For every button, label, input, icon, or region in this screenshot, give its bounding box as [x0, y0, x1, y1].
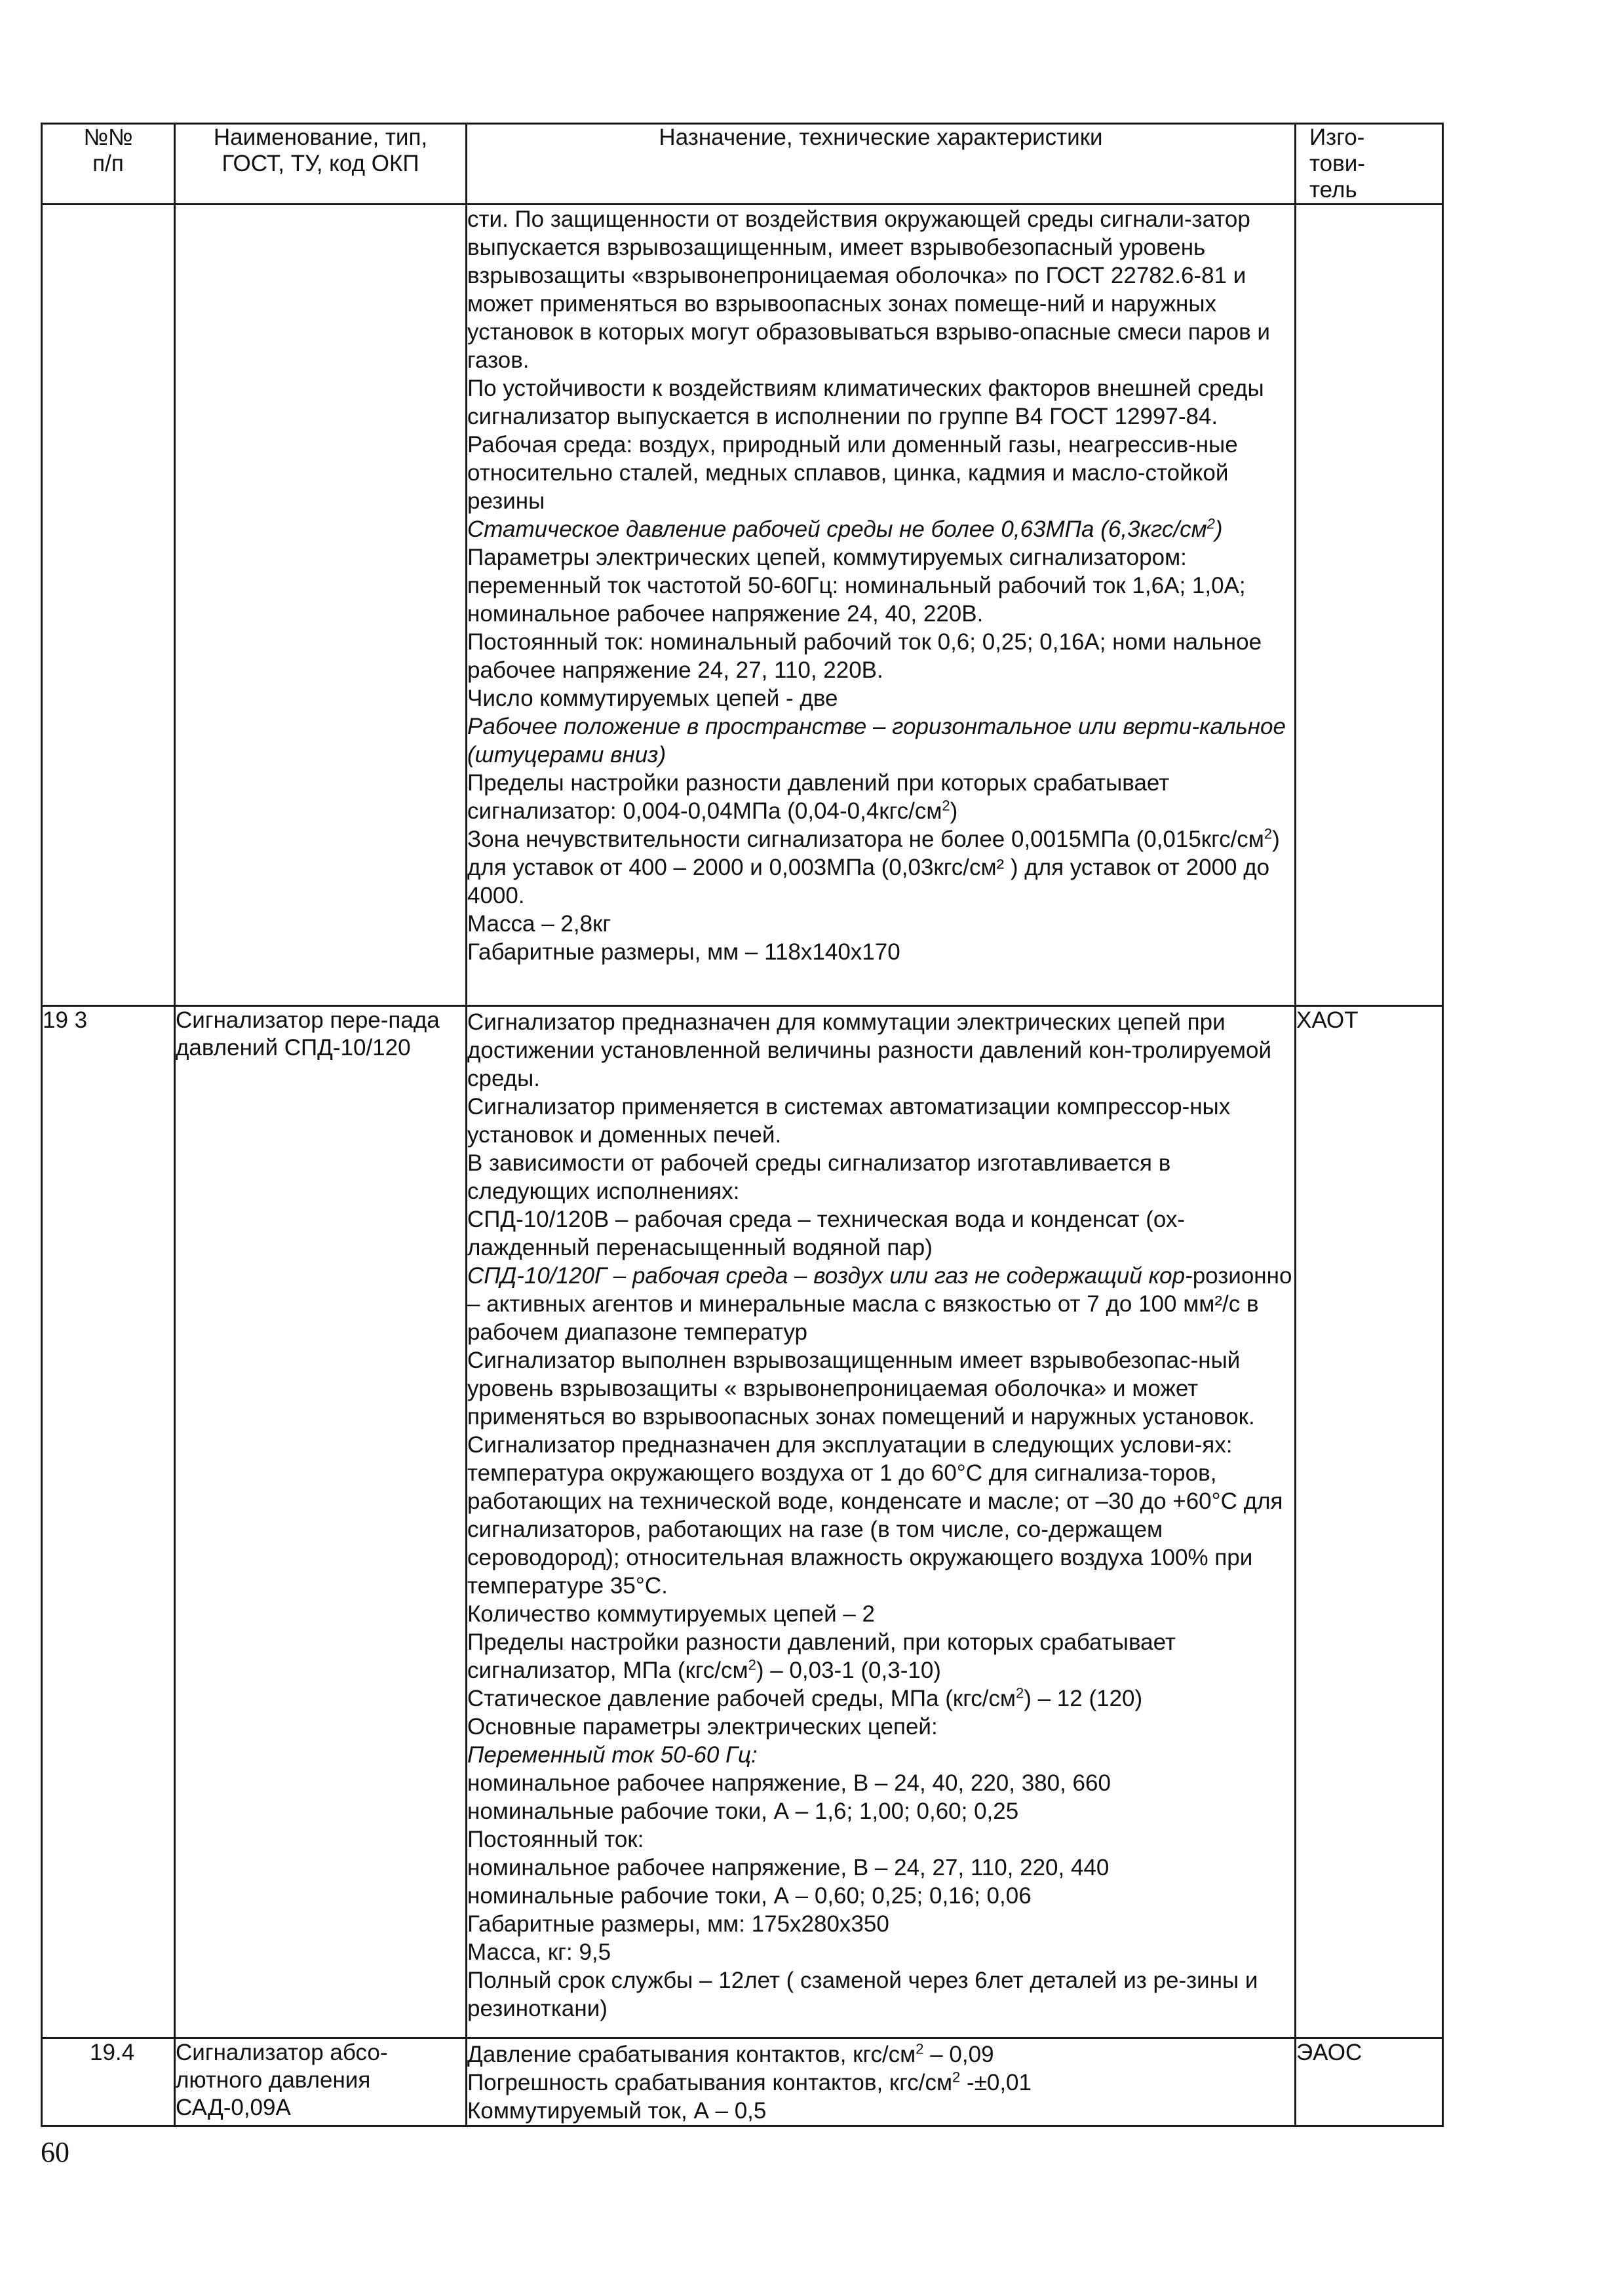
row-description [467, 2038, 1296, 2126]
superscript: 2 [748, 1656, 756, 1673]
description-line: Пределы настройки разности давлений при которых срабатывает сигнализатор: 0,004-0,04МПа $(0,04-0,4кгс/см^2)$ [467, 770, 1170, 824]
description-line: номинальное рабочее напряжение, В – 24, 27, 110, 220, 440 [467, 1855, 1110, 1880]
continuation-manufacturer [1296, 204, 1443, 1006]
superscript: 2 [916, 2040, 924, 2057]
superscript: 2 [1207, 515, 1215, 532]
description-line: Габаритные размеры, мм: 175х280х350 [467, 1911, 889, 1937]
description-line: Сигнализатор предназначен для коммутации электрических цепей при достижении установленной величины разности давлений кон-тролируемой среды. [467, 1009, 1271, 1091]
continuation-name [175, 204, 467, 1006]
row-number: 19 3 [42, 1006, 175, 2038]
description-line: номинальное рабочее напряжение, В – 24, 40, 220, 380, 660 [467, 1770, 1111, 1796]
header-description: Назначение, технические характеристики [467, 124, 1296, 204]
description-line: Полный срок службы – 12лет ( сзаменой через 6лет деталей из ре-зины и резиноткани) [467, 1968, 1258, 2021]
description-line: Давление срабатывания контактов, кгс/$см^2 - 0,09$ [467, 2040, 994, 2067]
row-name: Сигнализатор абсо-лютного давления САД-0,09А [175, 2038, 467, 2126]
superscript: 2 [1015, 1684, 1024, 1702]
continuation-description [467, 204, 1296, 1006]
table-header-row [42, 124, 1443, 204]
italic-text: СПД-10/120Г – рабочая среда – воздух или газ не содержащий кор- [467, 1263, 1193, 1289]
description-line: Сигнализатор применяется в системах автоматизации компрессор-ных установок и доменных печей. [467, 1094, 1231, 1148]
header-manufacturer: Изго- тови- тель [1296, 124, 1443, 204]
description-line: номинальные рабочие токи, А – 1,6; 1,00; 0,60; 0,25 [467, 1799, 1019, 1824]
description-line: Число коммутируемых цепей - две [467, 686, 838, 711]
description-line: Пределы настройки разности давлений, при которых срабатывает сигнализатор, МПа $(кгс/см^2) - 0,03-1$ (0,3-10) [467, 1629, 1176, 1683]
description-line: В зависимости от рабочей среды сигнализатор изготавливается в следующих исполнениях: [467, 1150, 1171, 1204]
description-line: Параметры электрических цепей, коммутируемых сигнализатором: переменный ток частотой 50-60Гц: номинальный рабочий ток 1,6А; 1,0А; номинальное рабочее напряжение 24, 40, 220В. [467, 545, 1246, 627]
description-line: Постоянный ток: номинальный рабочий ток 0,6; 0,25; 0,16А; номи нальное рабочее напряжение 24, 27, 110, 220В. [467, 629, 1262, 683]
header-number: №№ п/п [42, 124, 175, 204]
row-description [467, 1006, 1296, 2038]
superscript: 2 [1264, 825, 1273, 842]
description-line: номинальные рабочие токи, А – 0,60; 0,25; 0,16; 0,06 [467, 1883, 1032, 1909]
description-line: Коммутируемый ток, А – 0,5 [467, 2098, 767, 2124]
superscript: 2 [952, 2069, 961, 2086]
description-line: Погрешность срабатывания контактов, кгс/$см^2$ -±0,01 [467, 2069, 1032, 2095]
description-line: Зона нечувствительности сигнализатора не более 0,0015МПа $(0,015кгс/см^2)$ для уставок от 400 – 2000 и 0,003МПа (0,03кгс/см² ) для уставок от 2000 до 4000. [467, 825, 1280, 908]
page-number: 60 [41, 2136, 69, 2168]
row-name: Сигнализатор пере-пада давлений СПД-10/120 [175, 1006, 467, 2038]
description-line: СПД-10/120В – рабочая среда – техническая вода и конденсат (ох-лажденный перенасыщенный водяной пар) [467, 1207, 1186, 1260]
description-line: сти. По защищенности от воздействия окружающей среды сигнали-затор выпускается взрывозащищенным, имеет взрывобезопасный уровень взрывозащиты «взрывонепроницаемая оболочка» по ГОСТ 22782.6-81 и может применяться во взрывоопасных зонах помеще-ний и наружных установок в которых могут образовываться взрыво-опасные смеси паров и газов. [467, 206, 1270, 373]
description-line: Основные параметры электрических цепей: [467, 1714, 938, 1740]
description-line: Габаритные размеры, мм – 118х140х170 [467, 939, 900, 965]
row-manufacturer: ЭАОС [1296, 2038, 1443, 2126]
description-line: Сигнализатор выполнен взрывозащищенным имеет взрывобезопас-ный уровень взрывозащиты « взрывонепроницаемая оболочка» и может применяться во взрывоопасных зонах помещений и наружных установок. [467, 1348, 1255, 1430]
description-line: Статическое давление рабочей среды не более 0,63МПа $(6,3кгс/см^2)$ [467, 515, 1223, 542]
row-manufacturer: ХАОТ [1296, 1006, 1443, 2038]
table-row [42, 2038, 1443, 2126]
description-line: Статическое давление рабочей среды, МПа $(кгс/см^2) - 12$ (120) [467, 1684, 1143, 1711]
description-line: Постоянный ток: [467, 1827, 644, 1852]
equipment-table [41, 123, 1444, 2127]
continuation-number [42, 204, 175, 1006]
description-line: Количество коммутируемых цепей – 2 [467, 1601, 876, 1627]
description-line: Рабочее положение в пространстве – горизонтальное или верти-кальное (штуцерами вниз) [467, 714, 1286, 768]
description-line: Переменный ток 50-60 Гц: [467, 1742, 758, 1768]
superscript: 2 [942, 797, 950, 814]
description-line: Масса, кг: 9,5 [467, 1939, 611, 1965]
row-number: 19.4 [42, 2038, 175, 2126]
description-line: Масса – 2,8кг [467, 911, 611, 937]
description-line: Рабочая среда: воздух, природный или доменный газы, неагрессив-ные относительно сталей, медных сплавов, цинка, кадмия и масло-стойкой резины [467, 432, 1238, 514]
table-row [42, 1006, 1443, 2038]
table-row-continuation [42, 204, 1443, 1006]
description-line: По устойчивости к воздействиям климатических факторов внешней среды сигнализатор выпускается в исполнении по группе В4 ГОСТ 12997-84. [467, 376, 1264, 429]
header-name: Наименование, тип, ГОСТ, ТУ, код ОКП [175, 124, 467, 204]
description-line: СПД-10/120Г – рабочая среда – воздух или газ не содержащий кор-розионно – активных агентов и минеральные масла с вязкостью от 7 до 100 мм²/с в рабочем диапазоне температур [467, 1263, 1292, 1345]
description-line: Сигнализатор предназначен для эксплуатации в следующих услови-ях: температура окружающего воздуха от 1 до 60°С для сигнализа-торов, работающих на технической воде, конденсате и масле; от –30 до +60°С для сигнализаторов, работающих на газе (в том числе, со-держащем сероводород); относительная влажность окружающего воздуха 100% при температуре 35°С. [467, 1432, 1283, 1599]
